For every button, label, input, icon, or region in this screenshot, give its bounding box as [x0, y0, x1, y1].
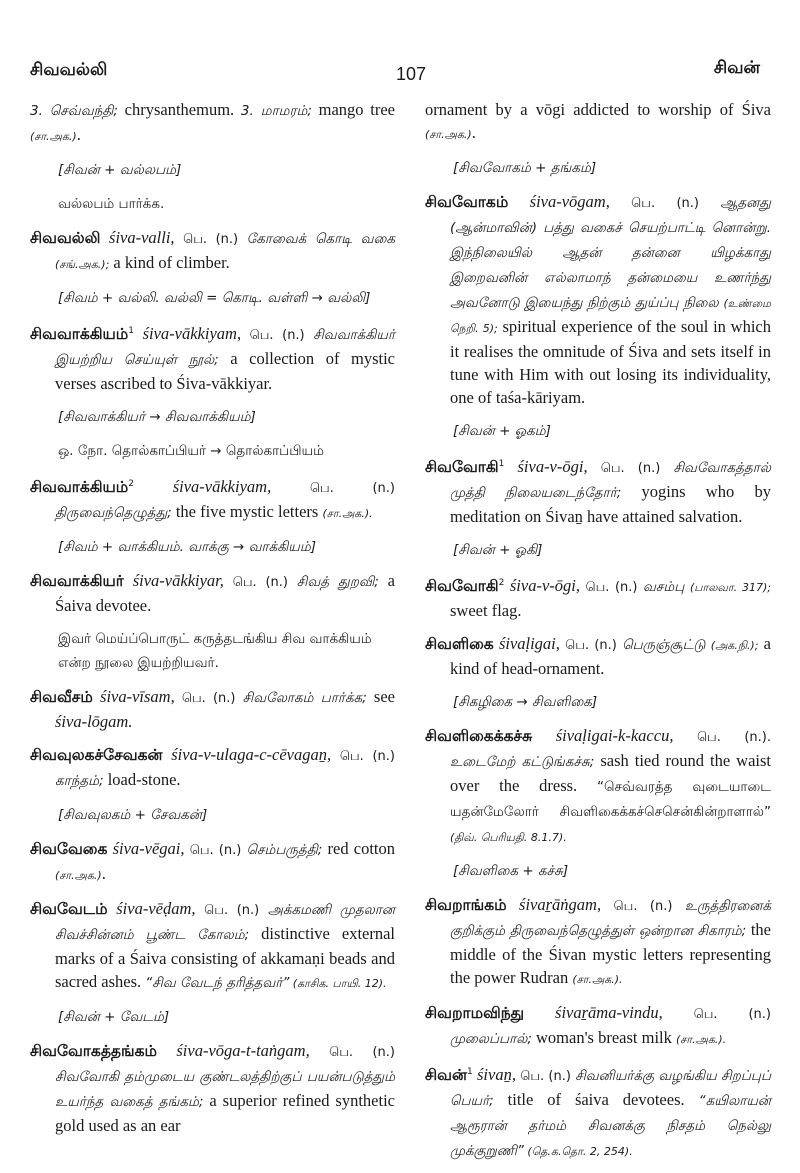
tamil-definition: சிவத் துறவி; [296, 574, 379, 591]
part-of-speech: பெ. (n.) [174, 691, 243, 707]
homonym-number: 1 [498, 459, 505, 469]
headword: சிவறாமவிந்து [425, 1004, 525, 1023]
tamil-definition: சிவவாக்கியர் இயற்றிய செய்யுள் நூல்; [55, 327, 395, 369]
english-definition: see [366, 687, 395, 707]
tamil-definition: 3. செவ்வந்தி; [30, 103, 118, 119]
usage-note: இவர் மெய்ப்பொருட் கருத்தடங்கிய சிவ வாக்கியம் என்ற நூலை இயற்றியவர். [58, 631, 372, 672]
transliteration: śivaṉ, [472, 1065, 516, 1085]
source-citation: (காசிக. பாயி. 12). [289, 977, 387, 991]
headword: சிவளிகைக்கச்சு [425, 727, 533, 746]
tamil-definition: வசம்பு [643, 579, 690, 596]
dictionary-entry [425, 1061, 771, 1163]
right-column [425, 98, 771, 1173]
part-of-speech: பெ. (n.) [271, 481, 395, 497]
etymology-line: [சிவம் + வாக்கியம். வாக்கு → வாக்கியம்] [58, 539, 317, 556]
headword: சிவவேகை [30, 840, 108, 859]
transliteration: śiva-vākkiyar, [123, 571, 224, 591]
homonym-number: 1 [467, 1067, 473, 1078]
headword: சிவன்$^1$ [425, 1066, 473, 1085]
usage-note: வல்லபம் பார்க்க. [58, 196, 165, 212]
english-definition: . [101, 864, 106, 884]
etymology-line: [சிவவுலகம் + சேவகன்] [58, 807, 208, 824]
usage-note: ஒ. நோ. தொல்காப்பியர் → தொல்காப்பியம் [58, 443, 324, 460]
headword: சிவவாக்கியம்$^2$ [30, 478, 135, 497]
part-of-speech: பெ. (n.) [601, 899, 685, 915]
tamil-definition: செம்பருத்தி; [246, 842, 323, 859]
english-definition: mango tree [311, 100, 396, 119]
left-guide-word: சிவவல்லி [30, 60, 108, 79]
english-definition: the middle of the Śivan mystic letters representing the power Rudran [450, 920, 771, 988]
source-citation: (அக.நி.); [710, 639, 759, 653]
dictionary-entry [30, 320, 395, 395]
dictionary-entry [425, 190, 771, 409]
tamil-definition: “சிவ வேடந் தரித்தவர்” [145, 975, 290, 992]
dictionary-entry [425, 572, 771, 622]
headword: சிவவோகம் [425, 193, 509, 211]
part-of-speech: பெ. (n.). [673, 730, 771, 746]
english-definition: spiritual experience of the soul in which it realises the omnitude of Śiva and sets itself in tune with Him with out losing its individuality, one of taśa-kāriyam. [450, 317, 771, 407]
transliteration: śivaṟāṅgam, [506, 895, 602, 915]
transliteration: śivaṟāma-vindu, [524, 1003, 663, 1023]
part-of-speech: பெ. (n.) [579, 580, 643, 596]
tamil-definition: ஆதனது (ஆன்மாவின்) பத்து வகைச் செயற்பாட்டி னொன்று. இந்நிலையில் ஆதன் தன்னை யிழக்காது இறைவனின் எல்லாமாந் தன்மையை உணர்ந்து அவனோடு இயைந்து நிற்கும் துய்ப்பு நிலை [450, 195, 771, 311]
dictionary-entry [30, 837, 395, 887]
english-definition: yogins who by meditation on Śivaṉ have attained salvation. [450, 482, 772, 527]
tamil-definition: சிவனியர்க்கு வழங்கிய சிறப்புப் பெயர்; [450, 1068, 771, 1110]
english-definition: sweet flag. [450, 601, 522, 621]
homonym-number: 2 [128, 479, 135, 490]
etymology-line: [சிவவாக்கியர் → சிவவாக்கியம்] [58, 409, 256, 426]
dictionary-entry [30, 743, 395, 793]
part-of-speech: பெ. (n.) [241, 328, 314, 344]
etymology-line: [சிவன் + வேடம்] [58, 1009, 170, 1026]
source-citation: (சா.அக.). [676, 1033, 727, 1047]
homonym-number: 2 [498, 578, 505, 589]
tamil-definition: 3. மாமரம்; [240, 103, 312, 119]
tamil-definition: காந்தம்; [55, 773, 104, 790]
headword: சிவவோகி$^2$ [425, 577, 505, 596]
tamil-text: “செவ்வரத்த வுடையாடை யதன்மேலோர் சிவளிகைக்கச்செசென்கின்றாளால்” [450, 779, 771, 821]
english-definition: the five mystic letters [171, 502, 323, 522]
headword: சிவவாக்கியர் [30, 572, 124, 591]
transliteration: śiva-vākkiyam, [134, 477, 272, 497]
dictionary-entry [425, 632, 771, 680]
english-definition: sash tied round the waist over the dress. [450, 751, 772, 796]
source-citation: (சா.அக.). [572, 973, 623, 987]
tamil-definition: “கயிலாயன் ஆரூரான் தர்மம் சிவனக்கு நிசதம் நெல்லு முக்குறுணி” [450, 1093, 771, 1160]
headword: சிவவோகத்தங்கம் [30, 1042, 157, 1061]
tamil-definition: பெருஞ்சூட்டு [622, 637, 711, 654]
tamil-definition: அக்கமணி முதலான சிவச்சின்னம் பூண்ட கோலம்; [55, 902, 395, 944]
transliteration: śiva-vīsam, [92, 687, 175, 707]
transliteration: śiva-vākkiyam, [134, 324, 242, 344]
dictionary-entry [425, 893, 771, 991]
source-citation: (தெ.க.தொ. 2, 254). [523, 1145, 633, 1159]
transliteration: śiva-vōga-t-taṅgam, [156, 1041, 310, 1061]
transliteration: śivaḷigai, [493, 634, 560, 654]
entry-continuation [30, 98, 395, 148]
english-definition: . [471, 123, 476, 142]
source-citation: (திவ். பெரியதி. 8.1.7). [450, 831, 567, 845]
right-guide-word: சிவன் [713, 58, 760, 77]
dictionary-entry [30, 1039, 395, 1137]
part-of-speech: பெ. (n.) [223, 575, 297, 591]
tamil-definition: முலைப்பால்; [450, 1031, 532, 1048]
english-definition: load-stone. [103, 770, 181, 790]
etymology-line: [சிவன் + ஓகம்] [453, 423, 551, 439]
part-of-speech: பெ. (n.) [184, 843, 247, 859]
part-of-speech: பெ. (n.) [515, 1069, 576, 1085]
etymology-line: [சிவளிகை + கச்சு] [453, 863, 569, 880]
etymology-line: [சிவன் + ஓகி] [453, 542, 543, 559]
transliteration: śiva-valli, [100, 228, 175, 247]
headword: சிவவீசம் [30, 688, 93, 707]
etymology-line: [சிவவோகம் + தங்கம்] [453, 160, 597, 176]
source-citation: (சங்.அக.); [55, 258, 110, 271]
english-definition: a collection of mystic verses ascribed to Śiva-vākkiyar. [55, 349, 395, 394]
transliteration: śiva-vōgam, [508, 192, 610, 211]
transliteration: śiva-v-ulaga-c-cēvagaṉ, [162, 745, 332, 765]
source-citation: (சா.அக.). [322, 507, 373, 521]
source-citation: (சா.அக.) [55, 869, 102, 883]
tamil-definition: சிவவோகி தம்முடைய குண்டலத்திற்குப் பயன்படுத்தும் உயர்ந்த வகைத் தங்கம்; [55, 1069, 395, 1111]
english-definition: a superior refined synthetic gold used as an ear [55, 1091, 395, 1136]
headword: சிவறாங்கம் [425, 896, 507, 915]
part-of-speech: பெ. (n.) [174, 232, 247, 247]
headword: சிவவுலகச்சேவகன் [30, 746, 163, 765]
transliteration: śiva-v-ōgi, [504, 457, 588, 477]
english-definition: . [76, 125, 81, 144]
page-header [0, 58, 800, 82]
homonym-number: 1 [128, 326, 135, 336]
transliteration: śivaḷigai-k-kaccu, [532, 726, 674, 746]
part-of-speech: பெ. (n.) [309, 1045, 395, 1061]
transliteration: śiva-vēgai, [107, 839, 185, 859]
source-citation: (சா.அக.) [30, 130, 77, 143]
headword: சிவவல்லி [30, 229, 101, 247]
english-definition: a kind of head-ornament. [450, 634, 771, 679]
part-of-speech: பெ. (n.) [195, 903, 268, 919]
part-of-speech: பெ. (n.) [662, 1007, 771, 1023]
dictionary-entry [425, 724, 771, 849]
tamil-definition: சிவவோகத்தால் முத்தி நிலையடைந்தோர்; [450, 460, 771, 502]
transliteration: śiva-vēḍam, [107, 899, 196, 919]
etymology-line: [சிகழிகை → சிவளிகை] [453, 694, 598, 711]
source-citation: (உண்மை நெறி. 5); [450, 297, 771, 335]
dictionary-entry [30, 897, 395, 995]
headword: சிவவோகி$^1$ [425, 458, 505, 477]
headword: சிவளிகை [425, 635, 494, 654]
part-of-speech: பெ. (n.) [587, 461, 674, 477]
english-definition: distinctive external marks of a Śaiva consisting of akkamaṇi beads and sacred ashes. [55, 924, 395, 992]
dictionary-entry [30, 473, 395, 525]
entry-continuation [425, 98, 771, 146]
source-citation: (பாலவா. 317); [689, 581, 771, 595]
etymology-line: [சிவம் + வல்லி. வல்லி = கொடி. வள்ளி → வல்லி] [58, 290, 371, 306]
tamil-definition: உடைமேற் கட்டுங்கச்சு; [450, 754, 595, 771]
etymology-line: [சிவன் + வல்லபம்] [58, 162, 182, 178]
part-of-speech: பெ. (n.) [559, 638, 623, 654]
dictionary-entry [30, 569, 395, 617]
tamil-definition: சிவலோகம் பார்க்க; [242, 690, 367, 707]
page-number: 107 [396, 64, 427, 84]
left-column [30, 98, 395, 1147]
dictionary-entry [425, 453, 771, 528]
tamil-definition: உருத்திரனைக் குறிக்கும் திருவைந்தெழுத்துள் ஒன்றான சிகாரம்; [450, 898, 771, 940]
english-definition: ornament by a vōgi addicted to worship of Śiva [425, 100, 771, 119]
english-definition: a Śaiva devotee. [55, 571, 396, 616]
english-definition: woman's breast milk [531, 1028, 676, 1048]
part-of-speech: பெ. (n.) [331, 749, 395, 765]
english-definition: a kind of climber. [109, 253, 230, 272]
dictionary-entry [425, 1001, 771, 1051]
part-of-speech: பெ. (n.) [609, 196, 721, 211]
transliteration: śiva-v-ōgi, [504, 576, 580, 596]
dictionary-entry [30, 226, 395, 276]
source-citation: (சா.அக.) [425, 128, 472, 141]
tamil-definition: திருவைந்தெழுத்து; [55, 505, 172, 522]
headword: சிவவாக்கியம்$^1$ [30, 325, 135, 344]
english-definition: title of śaiva devotees. [493, 1090, 699, 1110]
transliteration: śiva-lōgam. [55, 712, 133, 732]
english-definition: red cotton [322, 839, 395, 859]
headword: சிவவேடம் [30, 900, 108, 919]
dictionary-entry [30, 685, 395, 733]
tamil-definition: கோவைக் கொடி வகை [246, 231, 395, 247]
english-definition: chrysanthemum. [117, 100, 241, 119]
